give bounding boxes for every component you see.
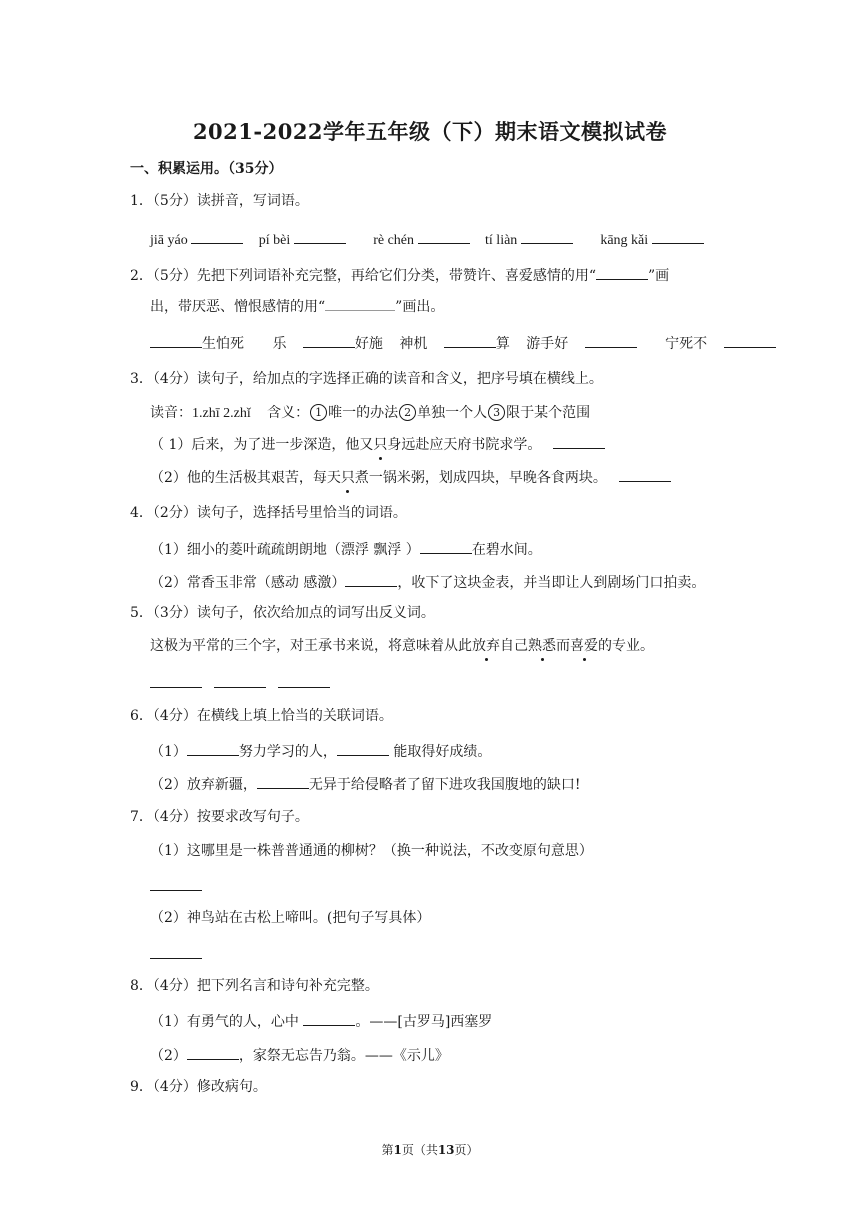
sentence-text: （1）细小的菱叶疏疏朗朗地（漂浮 飘浮 ） — [150, 542, 420, 558]
answer-blank[interactable] — [187, 740, 239, 756]
meaning-option: 单独一个人 — [417, 405, 488, 421]
dotted-char: 只 — [340, 470, 355, 486]
footer-text: 第 — [381, 1143, 394, 1157]
sentence-text: （2） — [150, 1048, 187, 1064]
sentence-text: （2）放弃新疆， — [150, 777, 257, 793]
sentence-text: 这极为平常的三个字，对王承书来说，将意味着从此 — [150, 638, 472, 654]
footer-text: 页（共 — [401, 1143, 438, 1157]
answer-blank[interactable] — [585, 332, 637, 348]
question-3-sentence-2 — [150, 466, 671, 488]
sentence-text: 的专业。 — [598, 638, 654, 654]
sentence-text: 能取得好成绩。 — [388, 744, 492, 760]
answer-blank[interactable] — [652, 228, 704, 244]
circle-number-2: 2 — [399, 404, 416, 421]
question-1-pinyin-row — [150, 228, 704, 251]
answer-blank[interactable] — [187, 1044, 239, 1060]
answer-blank[interactable] — [150, 943, 202, 959]
answer-blank[interactable] — [521, 228, 573, 244]
circle-number-3: 3 — [488, 404, 505, 421]
sentence-text: 而 — [556, 638, 570, 654]
dotted-char: 只 — [373, 437, 388, 453]
reading-options: 读音：1.zhī 2.zhǐ — [150, 406, 251, 421]
pinyin-1: jiā yáo — [150, 233, 188, 248]
question-2-stem-cont — [150, 295, 444, 317]
meaning-option: 唯一的办法 — [328, 405, 399, 421]
question-2-stem-text: ”画出。 — [395, 299, 445, 315]
question-8-line-2 — [150, 1044, 449, 1066]
footer-text: 页） — [454, 1143, 479, 1157]
question-4-sentence-2 — [150, 571, 705, 593]
idiom-item: 宁死不 — [665, 336, 708, 352]
sentence-text: 在碧水间。 — [471, 542, 542, 558]
answer-blank[interactable] — [257, 773, 309, 789]
meaning-label: 含义： — [267, 405, 310, 421]
answer-blank[interactable] — [150, 875, 202, 891]
page-footer — [0, 1141, 860, 1158]
question-2-stem-text: 出，带厌恶、憎恨感情的用“ — [150, 299, 326, 315]
sentence-text: 努力学习的人， — [238, 744, 337, 760]
idiom-item: 生怕死 — [202, 336, 244, 352]
question-3-stem: 3．（4分）读句子，给加点的字选择正确的读音和含义，把序号填在横线上。 — [130, 371, 603, 387]
question-4-sentence-1 — [150, 538, 542, 560]
question-3-sentence-1 — [150, 433, 605, 455]
answer-blank[interactable] — [619, 466, 671, 482]
question-3-options — [150, 403, 590, 424]
dotted-word: 喜爱 — [570, 638, 598, 654]
answer-blank[interactable] — [150, 672, 202, 688]
sentence-text: ，收下了这块金表，并当即让人到剧场门口拍卖。 — [397, 575, 706, 591]
question-2-items — [150, 332, 776, 354]
question-5-sentence — [150, 636, 654, 656]
answer-blank[interactable] — [418, 228, 470, 244]
section-heading: 一、积累运用。（35分） — [130, 161, 283, 177]
answer-blank[interactable] — [214, 672, 266, 688]
answer-blank[interactable] — [278, 672, 330, 688]
question-8-line-1 — [150, 1010, 492, 1032]
answer-blank[interactable] — [345, 571, 397, 587]
question-5-answers — [150, 672, 330, 694]
sentence-text: 无异于给侵略者了留下进攻我国腹地的缺口! — [308, 777, 581, 793]
question-2-stem — [130, 264, 669, 286]
question-5-stem: 5．（3分）读句子，依次给加点的词写出反义词。 — [130, 605, 435, 621]
idiom-item: 神机 — [399, 336, 428, 352]
question-4-stem: 4．（2分）读句子，选择括号里恰当的词语。 — [130, 505, 407, 521]
answer-blank[interactable] — [303, 1010, 355, 1026]
question-6-sentence-2 — [150, 773, 581, 795]
question-7-sentence-1: （1）这哪里是一株普普通通的柳树？（换一种说法，不改变原句意思） — [150, 843, 593, 859]
answer-blank[interactable] — [444, 332, 496, 348]
question-9-stem: 9．（4分）修改病句。 — [130, 1079, 267, 1095]
question-8-stem: 8．（4分）把下列名言和诗句补充完整。 — [130, 978, 379, 994]
answer-blank[interactable] — [191, 228, 243, 244]
pinyin-4: tí liàn — [485, 233, 518, 248]
pinyin-5: kāng kǎi — [600, 233, 649, 248]
question-7-sentence-2: （2）神鸟站在古松上啼叫。(把句子写具体） — [150, 910, 431, 926]
sentence-text: 身远赴应天府书院求学。 — [387, 437, 542, 453]
meaning-option: 限于某个范围 — [506, 405, 591, 421]
idiom-item: 好施 — [354, 336, 383, 352]
idiom-item: 乐 — [272, 336, 287, 352]
page-number: 1 — [393, 1143, 402, 1157]
page-title: 2021-2022学年五年级（下）期末语文模拟试卷 — [192, 119, 668, 144]
sentence-text: （ 1）后来，为了进一步深造，他又 — [150, 437, 374, 453]
sentence-text: （1）有勇气的人，心中 — [150, 1014, 304, 1030]
sentence-text: ，家祭无忘告乃翁。——《示儿》 — [238, 1048, 449, 1064]
question-7-answer-1 — [150, 875, 202, 897]
dotted-word: 放弃 — [472, 638, 500, 654]
answer-blank[interactable] — [596, 264, 648, 280]
sentence-text: （2）他的生活极其艰苦，每天 — [150, 470, 341, 486]
question-6-sentence-1 — [150, 740, 491, 762]
answer-blank[interactable] — [337, 740, 389, 756]
question-1-stem: 1．（5分）读拼音，写词语。 — [130, 193, 309, 209]
question-2-stem-text: ”画 — [647, 268, 670, 284]
wavy-line-sample — [325, 295, 395, 311]
answer-blank[interactable] — [303, 332, 355, 348]
pinyin-3: rè chén — [373, 233, 415, 248]
question-2-stem-text: 2．（5分）先把下列词语补充完整，再给它们分类，带赞许、喜爱感情的用“ — [130, 268, 596, 284]
sentence-text: （2）常香玉非常（感动 感激） — [150, 575, 346, 591]
total-pages: 13 — [437, 1143, 455, 1157]
answer-blank[interactable] — [724, 332, 776, 348]
sentence-text: 自己 — [500, 638, 528, 654]
idiom-item: 游手好 — [526, 336, 569, 352]
answer-blank[interactable] — [420, 538, 472, 554]
question-6-stem: 6．（4分）在横线上填上恰当的关联词语。 — [130, 708, 393, 724]
question-7-answer-2 — [150, 943, 202, 965]
sentence-text: （1） — [150, 744, 187, 760]
answer-blank[interactable] — [150, 332, 202, 348]
question-7-stem: 7．（4分）按要求改写句子。 — [130, 809, 309, 825]
circle-number-1: 1 — [310, 404, 327, 421]
pinyin-2: pí bèi — [258, 233, 291, 248]
idiom-item: 算 — [495, 336, 510, 352]
answer-blank[interactable] — [553, 433, 605, 449]
sentence-text: 。——[古罗马]西塞罗 — [355, 1014, 493, 1030]
answer-blank[interactable] — [294, 228, 346, 244]
sentence-text: 煮一锅米粥，划成四块，早晚各食两块。 — [354, 470, 607, 486]
dotted-word: 熟悉 — [528, 638, 556, 654]
